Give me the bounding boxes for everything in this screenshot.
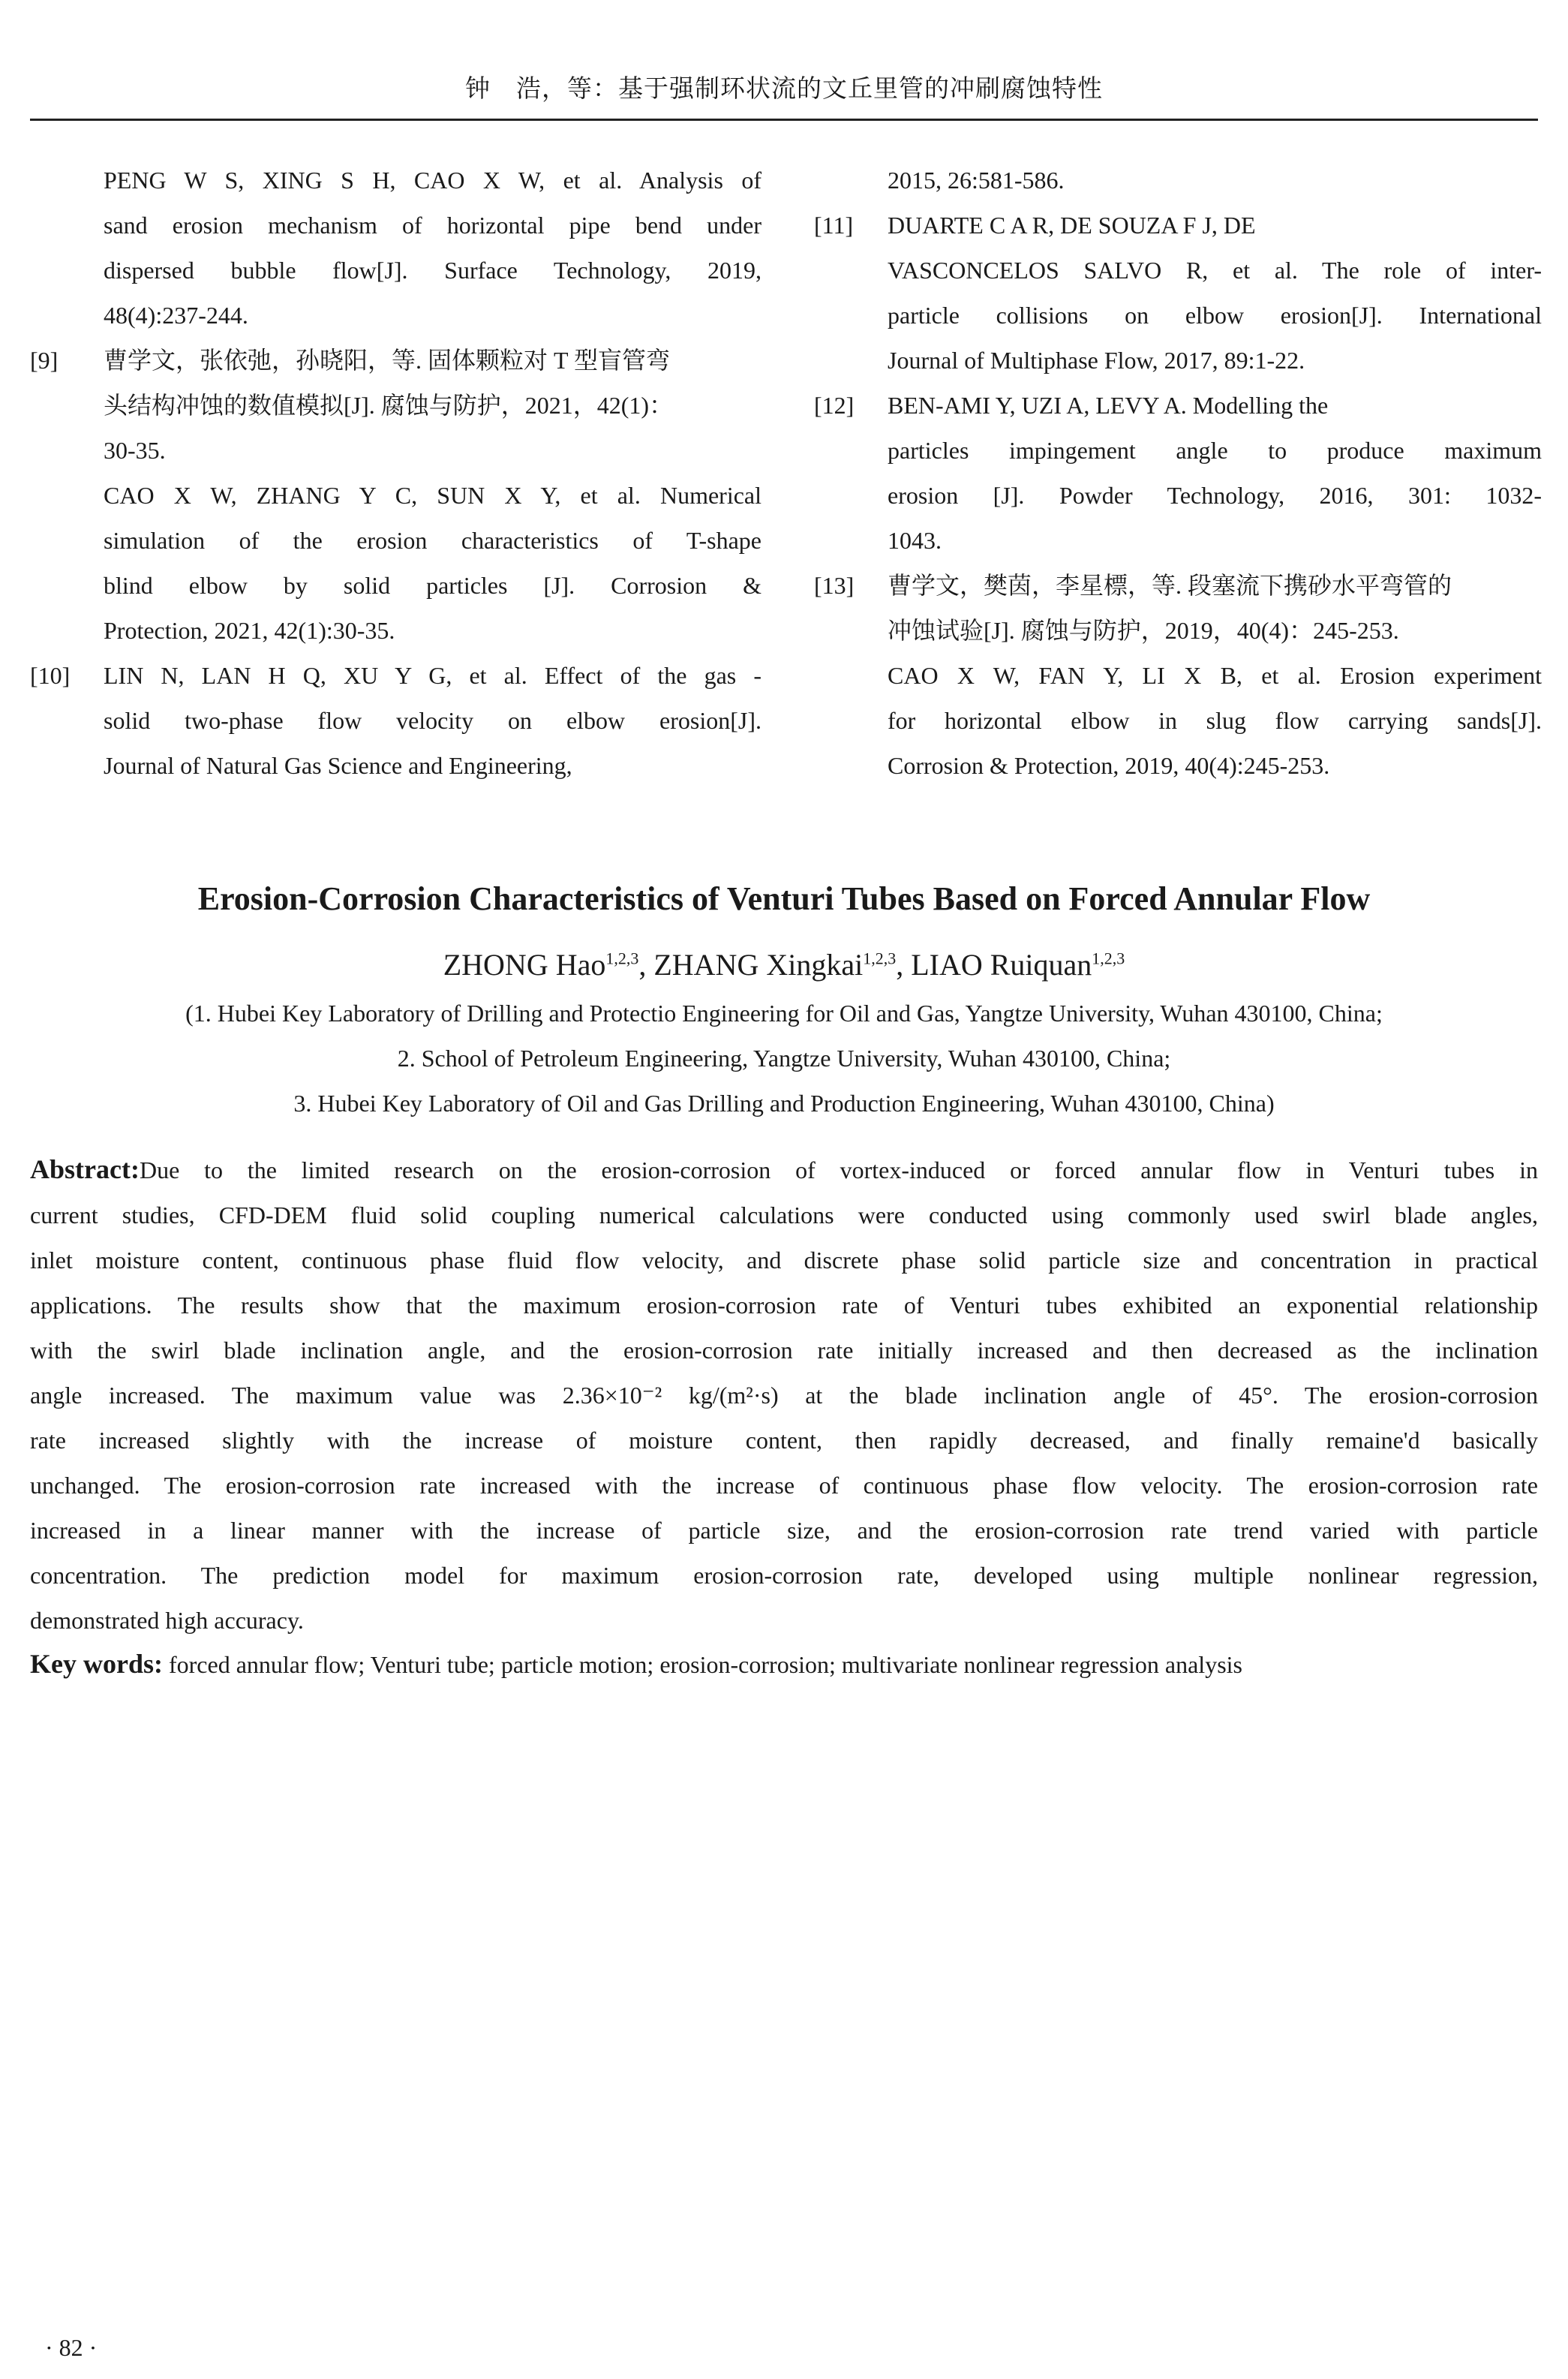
reference-line: Journal of Natural Gas Science and Engineering,: [104, 752, 572, 779]
reference-number: [11]: [814, 212, 854, 239]
paper-title: Erosion-Corrosion Characteristics of Venturi Tubes Based on Forced Annular Flow: [197, 880, 1371, 917]
abstract: [30, 1147, 1538, 1643]
reference-line: 头结构冲蚀的数值模拟[J]. 腐蚀与防护，2021，42(1)：: [104, 392, 674, 419]
keywords-label: Key words:: [30, 1649, 163, 1679]
header-rule: [30, 119, 1538, 121]
reference-line: CAO X W, FAN Y, LI X B, et al. Erosion experiment: [888, 662, 1542, 689]
reference-line: 48(4):237-244.: [104, 302, 248, 329]
author-name: ZHONG Hao: [443, 948, 606, 982]
author-affiliation-marker: 1,2,3: [863, 949, 897, 968]
abstract-label: Abstract:: [30, 1154, 140, 1184]
keywords-text: forced annular flow; Venturi tube; particle motion; erosion-corrosion; multivariate nonlinear regression analysis: [168, 1651, 1242, 1678]
reference-number: [9]: [30, 347, 59, 374]
running-header: 钟 浩，等：基于强制环状流的文丘里管的冲刷腐蚀特性: [465, 76, 1103, 103]
reference-line: for horizontal elbow in slug flow carrying sands[J].: [888, 707, 1542, 734]
reference-entry: [30, 653, 761, 788]
reference-line: solid two-phase flow velocity on elbow erosion[J].: [104, 707, 761, 734]
author-name: LIAO Ruiquan: [911, 948, 1092, 982]
abstract-line: angle increased. The maximum value was 2.36×10⁻² kg/(m²·s) at the blade inclination angle of 45°. The erosion-corrosion: [30, 1382, 1538, 1409]
reference-line: 曹学文，樊茵，李星標，等. 段塞流下携砂水平弯管的: [888, 572, 1452, 599]
reference-line: DUARTE C A R, DE SOUZA F J, DE: [888, 212, 1256, 239]
reference-line: sand erosion mechanism of horizontal pipe bend under: [104, 212, 761, 239]
abstract-text: Due to the limited research on the erosion-corrosion of vortex-induced or forced annular flow in Venturi tubes in: [139, 1156, 1538, 1183]
reference-entry: [30, 158, 761, 338]
reference-entry: [814, 158, 1542, 203]
reference-line: Journal of Multiphase Flow, 2017, 89:1-22.: [888, 347, 1305, 374]
abstract-line: with the swirl blade inclination angle, and the erosion-corrosion rate initially increased and then decreased as the inclination: [30, 1337, 1538, 1364]
affiliation-3: 3. Hubei Key Laboratory of Oil and Gas Drilling and Production Engineering, Wuhan 430100, China): [293, 1090, 1275, 1117]
reference-line: particle collisions on elbow erosion[J]. International: [888, 302, 1542, 329]
reference-number: [13]: [814, 572, 855, 599]
reference-entry: [30, 338, 761, 653]
reference-line: VASCONCELOS SALVO R, et al. The role of inter-: [888, 257, 1542, 284]
reference-line: 曹学文，张依弛，孙晓阳，等. 固体颗粒对 T 型盲管弯: [104, 347, 670, 374]
reference-line: Corrosion & Protection, 2019, 40(4):245-253.: [888, 752, 1330, 779]
author-affiliation-marker: 1,2,3: [1092, 949, 1125, 968]
abstract-line: rate increased slightly with the increase of moisture content, then rapidly decreased, and finally remaine'd basically: [30, 1427, 1538, 1454]
reference-line: 2015, 26:581-586.: [888, 167, 1065, 194]
reference-number: [10]: [30, 662, 71, 689]
abstract-line: demonstrated high accuracy.: [30, 1607, 304, 1634]
references-right-column: [814, 158, 1542, 788]
page-number: · 82 ·: [45, 2334, 98, 2361]
reference-line: LIN N, LAN H Q, XU Y G, et al. Effect of the gas -: [104, 662, 761, 689]
reference-entry: [814, 383, 1542, 563]
affiliation-1: (1. Hubei Key Laboratory of Drilling and Protectio Engineering for Oil and Gas, Yangtze University, Wuhan 430100, China;: [185, 1000, 1383, 1027]
reference-number: [12]: [814, 392, 855, 419]
reference-line: 30-35.: [104, 437, 166, 464]
reference-line: BEN-AMI Y, UZI A, LEVY A. Modelling the: [888, 392, 1329, 419]
reference-entry: [814, 563, 1542, 788]
author-affiliation-marker: 1,2,3: [605, 949, 639, 968]
affiliation-2: 2. School of Petroleum Engineering, Yangtze University, Wuhan 430100, China;: [397, 1045, 1171, 1072]
author-list: ZHONG Hao$^{1,2,3}$, ZHANG Xingkai$^{1,2,3}$, LIAO Ruiquan$^{1,2,3}$: [443, 948, 1125, 982]
abstract-line: unchanged. The erosion-corrosion rate increased with the increase of continuous phase flow velocity. The erosion-corrosion rate: [30, 1472, 1538, 1499]
abstract-line: concentration. The prediction model for maximum erosion-corrosion rate, developed using multiple nonlinear regression,: [30, 1562, 1538, 1589]
abstract-line: [30, 1147, 1538, 1193]
reference-line: Protection, 2021, 42(1):30-35.: [104, 617, 395, 644]
reference-line: dispersed bubble flow[J]. Surface Technology, 2019,: [104, 257, 761, 284]
abstract-line: increased in a linear manner with the increase of particle size, and the erosion-corrosion rate trend varied with particle: [30, 1517, 1538, 1544]
references-left-column: [30, 158, 761, 788]
reference-line: CAO X W, ZHANG Y C, SUN X Y, et al. Numerical: [104, 482, 761, 509]
reference-line: 冲蚀试验[J]. 腐蚀与防护，2019，40(4)：245-253.: [888, 617, 1399, 644]
reference-line: erosion [J]. Powder Technology, 2016, 301: 1032-: [888, 482, 1542, 509]
keywords: [30, 1648, 1538, 1680]
author-name: ZHANG Xingkai: [653, 948, 864, 982]
abstract-line: current studies, CFD-DEM fluid solid coupling numerical calculations were conducted using commonly used swirl blade angles,: [30, 1202, 1538, 1229]
abstract-line: applications. The results show that the maximum erosion-corrosion rate of Venturi tubes exhibited an exponential relationship: [30, 1292, 1538, 1319]
reference-line: blind elbow by solid particles [J]. Corrosion &: [104, 572, 761, 599]
reference-entry: [814, 203, 1542, 383]
abstract-line: inlet moisture content, continuous phase fluid flow velocity, and discrete phase solid particle size and concentration in practical: [30, 1247, 1538, 1274]
reference-line: PENG W S, XING S H, CAO X W, et al. Analysis of: [104, 167, 761, 194]
reference-line: 1043.: [888, 527, 942, 554]
reference-line: simulation of the erosion characteristics of T-shape: [104, 527, 761, 554]
reference-line: particles impingement angle to produce maximum: [888, 437, 1542, 464]
